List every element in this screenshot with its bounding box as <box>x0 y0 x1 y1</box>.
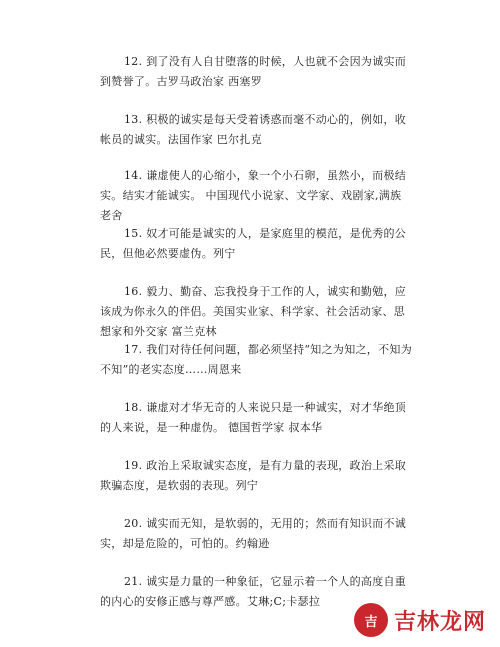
quote-item-19: 19. 政治上采取诚实态度，是有力量的表现，政治上采取欺骗态度，是软弱的表现。列宁 <box>100 459 407 492</box>
site-watermark <box>354 603 486 637</box>
quote-item-15: 15. 奴才可能是诚实的人，是家庭里的模范，是优秀的公民，但他必然要虚伪。列宁 <box>100 227 407 260</box>
quote-item-20: 20. 诚实而无知，是软弱的，无用的；然而有知识而不诚实，却是危险的，可怕的。约翰逊 <box>100 517 407 550</box>
quote-item-13: 13. 积极的诚实是每天受着诱惑而毫不动心的，例如，收帐员的诚实。法国作家 巴尔扎克 <box>100 113 407 146</box>
quote-item-16: 16. 毅力、勤奋、忘我投身于工作的人，诚实和勤勉，应该成为你永久的伴侣。美国实业家、科学家、社会活动家、思想家和外交家 富兰克林 <box>100 285 407 338</box>
site-watermark-text: 吉林龙网 <box>393 609 486 635</box>
quote-item-12: 12. 到了没有人自甘堕落的时候，人也就不会因为诚实而到赞誉了。古罗马政治家 西塞罗 <box>100 55 407 88</box>
quote-item-21: 21. 诚实是力量的一种象征，它显示着一个人的高度自重的内心的安修正感与尊严感。艾琳;C;卡瑟拉 <box>100 575 407 608</box>
site-logo-icon: 吉 <box>354 603 388 637</box>
quote-item-18: 18. 谦虚对才华无奇的人来说只是一种诚实，对才华绝顶的人来说，是一种虚伪。 德国哲学家 叔本华 <box>100 401 407 434</box>
quote-item-17: 17. 我们对待任何问题，都必须坚持“知之为知之，不知为不知”的老实态度……周恩来 <box>100 343 413 376</box>
quote-item-14: 14. 谦虚使人的心缩小，象一个小石卵，虽然小，而极结实。结实才能诚实。 中国现代小说家、文学家、戏剧家,满族 老舍 <box>100 169 407 222</box>
